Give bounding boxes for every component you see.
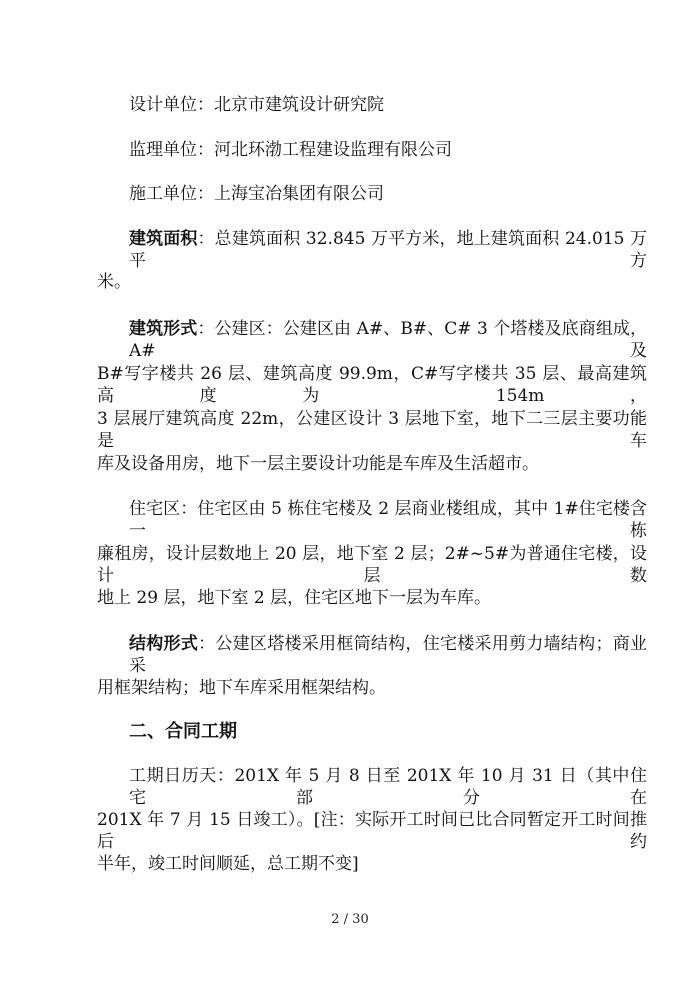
residential-text-3: 地上 29 层，地下室 2 层，住宅区地下一层为车库。 [97,588,492,608]
structure-text-2: 用框架结构；地下车库采用框架结构。 [97,678,386,698]
schedule-text-1: 工期日历天：201X 年 5 月 8 日至 201X 年 10 月 31 日（其中住宅部分在 [129,766,647,808]
structure-text-1: ：公建区塔楼采用框筒结构，住宅楼采用剪力墙结构；商业采 [129,634,648,676]
supervision-unit-value: 河北环渤工程建设监理有限公司 [214,140,452,160]
schedule-paragraph-line-2 [97,809,647,852]
form-label: 建筑形式 [129,319,198,339]
form-paragraph-line-1 [129,318,647,361]
residential-paragraph-line-1 [129,498,647,541]
area-text-1: ：总建筑面积 32.845 万平方米，地上建筑面积 24.015 万平方 [129,229,647,271]
residential-paragraph-line-2 [97,543,647,586]
structure-paragraph-line-1 [129,633,648,676]
form-paragraph-line-2 [97,363,647,406]
area-label: 建筑面积 [129,229,198,249]
form-paragraph-line-3 [97,408,647,451]
form-text-3: 3 层展厅建筑高度 22m，公建区设计 3 层地下室，地下二三层主要功能是车 [97,409,647,451]
residential-text-2: 廉租房，设计层数地上 20 层，地下室 2 层；2#~5#为普通住宅楼，设计层数 [97,544,647,586]
schedule-paragraph-line-3 [97,853,359,875]
supervision-unit-line [129,139,452,161]
design-unit-label: 设计单位： [129,95,214,115]
construction-unit-label: 施工单位： [129,184,214,204]
form-text-2: B#写字楼共 26 层、建筑高度 99.9m，C#写字楼共 35 层、最高建筑高度为 154m， [97,364,647,406]
structure-paragraph-line-2 [97,677,386,699]
residential-text-1: 住宅区：住宅区由 5 栋住宅楼及 2 层商业楼组成，其中 1#住宅楼含一栋 [129,499,647,541]
form-text-1: ：公建区：公建区由 A#、B#、C# 3 个塔楼及底商组成，A#及 [129,319,647,361]
construction-unit-value: 上海宝冶集团有限公司 [214,184,384,204]
construction-unit-line [129,183,384,205]
design-unit-value: 北京市建筑设计研究院 [214,95,384,115]
form-paragraph-line-4 [97,453,539,475]
schedule-text-3: 半年，竣工时间顺延，总工期不变] [97,854,359,874]
design-unit-line [129,94,384,116]
schedule-text-2: 201X 年 7 月 15 日竣工）。[注：实际开工时间已比合同暂定开工时间推后约 [97,810,647,852]
structure-label: 结构形式 [129,634,199,654]
form-text-4: 库及设备用房，地下一层主要设计功能是车库及生活超市。 [97,454,539,474]
area-paragraph-line-1 [129,228,647,271]
area-text-2: 米。 [97,272,131,292]
section-heading: 二、合同工期 [129,721,237,742]
page-number: 2 / 30 [331,912,369,927]
schedule-paragraph-line-1 [129,765,647,808]
supervision-unit-label: 监理单位： [129,140,214,160]
area-paragraph-line-2 [97,271,131,293]
residential-paragraph-line-3 [97,587,491,609]
